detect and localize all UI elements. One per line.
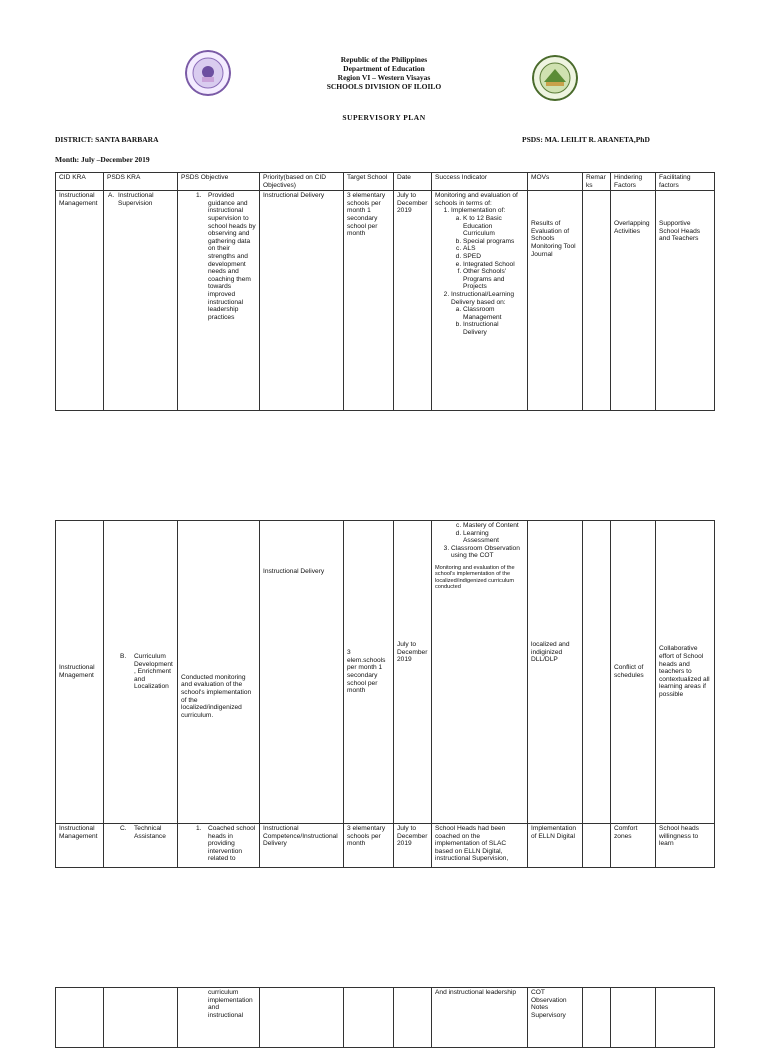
- indicator-item: [451, 291, 524, 337]
- header-line-division: SCHOOLS DIVISION OF ILOILO: [326, 82, 442, 91]
- objective-number: 1.: [196, 192, 202, 200]
- cell-priority: Instructional Delivery: [260, 191, 344, 411]
- cell-date: [394, 988, 432, 1048]
- indicator-list: [435, 207, 524, 336]
- cell-facilitating: School heads willingness to learn: [656, 824, 715, 868]
- col-date: Date: [394, 173, 432, 191]
- plan-table-1: [55, 172, 715, 411]
- cell-remarks: [583, 191, 611, 411]
- psds-kra-text: Technical Assistance: [134, 825, 166, 840]
- indicator-list: [435, 545, 524, 560]
- cell-hindering: Comfort zones: [611, 824, 656, 868]
- col-cid-kra: CID KRA: [56, 173, 104, 191]
- indicator-item-text: Instructional/Learning Delivery based on:: [451, 290, 515, 306]
- indicator-sublist: [451, 215, 524, 291]
- cell-remarks: [583, 824, 611, 868]
- psds-kra-letter: B.: [120, 653, 127, 661]
- indicator-subitem: d. SPED: [463, 253, 524, 261]
- cell-target: 3 elem.schools per month 1 secondary school per month: [344, 521, 394, 824]
- month-label: Month: July –December 2019: [55, 155, 150, 164]
- cell-movs: Implementation of ELLN Digital: [528, 824, 583, 868]
- cell-movs: localized and indiginized DLL/DLP: [528, 521, 583, 824]
- cell-psds-kra: [104, 191, 178, 411]
- cell-hindering: [611, 191, 656, 411]
- cell-hindering: [611, 988, 656, 1048]
- indicator-sublist: [435, 522, 524, 545]
- col-movs: MOVs: [528, 173, 583, 191]
- cell-psds-kra: [104, 988, 178, 1048]
- cell-objective: Conducted monitoring and evaluation of the school's implementation of the localized/indigenized curriculum.: [178, 521, 260, 824]
- objective-text: Coached school heads in providing intervention related to: [208, 825, 256, 863]
- cell-success-indicator: [432, 521, 528, 824]
- table-header-row: [56, 173, 715, 191]
- col-success-indicator: Success Indicator: [432, 173, 528, 191]
- indicator-subitem: c. Mastery of Content: [463, 522, 524, 530]
- header-line-deped: Department of Education: [343, 64, 425, 73]
- table-row: [56, 191, 715, 411]
- col-target-school: Target School: [344, 173, 394, 191]
- indicator-sublist: [451, 306, 524, 336]
- cell-objective: [178, 191, 260, 411]
- indicator-subitem: e. Integrated School: [463, 261, 524, 269]
- hindering-text: Overlapping Activities: [614, 220, 650, 235]
- cell-psds-kra: [104, 521, 178, 824]
- psds-kra-letter: A.: [108, 192, 115, 200]
- cell-target: 3 elementary schools per month: [344, 824, 394, 868]
- objective-text: Provided guidance and instructional supervision to school heads by observing and gathering data on their strengths and development needs and coaching them towards improved instructional leadership practices: [208, 192, 256, 321]
- indicator-subitem: f. Other Schools' Programs and Projects: [463, 268, 524, 291]
- psds-kra-letter: C.: [120, 825, 127, 832]
- objective-text: curriculum implementation and instructional: [208, 989, 253, 1019]
- indicator-subitem: b. Instructional Delivery: [463, 321, 524, 336]
- indicator-subitem: a. K to 12 Basic Education Curriculum: [463, 215, 524, 238]
- cell-remarks: [583, 521, 611, 824]
- cell-priority: [260, 521, 344, 824]
- cell-cid-kra: Instructional Management: [56, 824, 104, 868]
- cell-cid-kra: Instructional Management: [56, 191, 104, 411]
- indicator-intro: Monitoring and evaluation of schools in terms of:: [435, 192, 518, 207]
- letterhead: [0, 55, 768, 91]
- psds-kra-text: Instructional Supervision: [118, 192, 154, 207]
- col-facilitating: Facilitating factors: [656, 173, 715, 191]
- cell-movs: [528, 191, 583, 411]
- indicator-item-text: Implementation of:: [451, 207, 506, 215]
- col-remarks: Remarks: [583, 173, 611, 191]
- cell-success-indicator: School Heads had been coached on the implementation of SLAC based on ELLN Digital, instructional Supervision,: [432, 824, 528, 868]
- indicator-subitem: c. ALS: [463, 245, 524, 253]
- cell-facilitating: [656, 191, 715, 411]
- col-psds-kra: PSDS KRA: [104, 173, 178, 191]
- col-psds-objective: PSDS Objective: [178, 173, 260, 191]
- indicator-text: Monitoring and evaluation of the school's implementation of the localized/indigenized curriculum conducted: [435, 564, 515, 591]
- psds-label: PSDS: MA. LEILIT R. ARANETA,PhD: [522, 135, 650, 144]
- facilitating-text: Supportive School Heads and Teachers: [659, 220, 701, 243]
- cell-hindering: Conflict of schedules: [611, 521, 656, 824]
- cell-facilitating: [656, 988, 715, 1048]
- document-title: SUPERVISORY PLAN: [342, 113, 426, 122]
- cell-cid-kra: [56, 988, 104, 1048]
- movs-text: Results of Evaluation of Schools Monitoring Tool Journal: [531, 220, 576, 258]
- cell-date: July to December 2019: [394, 521, 432, 824]
- cell-date: July to December 2019: [394, 191, 432, 411]
- indicator-subitem: a. Classroom Management: [463, 306, 524, 321]
- header-line-republic: Republic of the Philippines: [340, 55, 428, 64]
- table-row: [56, 521, 715, 824]
- cell-psds-kra: [104, 824, 178, 868]
- cell-priority: Instructional Competence/Instructional Delivery: [260, 824, 344, 868]
- table-row: [56, 988, 715, 1048]
- cell-remarks: [583, 988, 611, 1048]
- cell-priority: [260, 988, 344, 1048]
- cell-success-indicator: And instructional leadership: [432, 988, 528, 1048]
- col-priority: Priority(based on CID Objectives): [260, 173, 344, 191]
- cell-success-indicator: [432, 191, 528, 411]
- plan-table-2: [55, 520, 715, 868]
- cell-objective: [178, 824, 260, 868]
- col-hindering: Hindering Factors: [611, 173, 656, 191]
- objective-number: 1.: [196, 825, 202, 832]
- header-line-region: Region VI – Western Visayas: [337, 73, 431, 82]
- cell-movs: COT Observation Notes Supervisory: [528, 988, 583, 1048]
- cell-target: 3 elementary schools per month 1 secondary school per month: [344, 191, 394, 411]
- cell-cid-kra: Instructional Mnagement: [56, 521, 104, 824]
- district-label: DISTRICT: SANTA BARBARA: [55, 135, 159, 144]
- indicator-subitem: d. Learning Assessment: [463, 530, 524, 545]
- indicator-item: 3. Classroom Observation using the COT: [451, 545, 524, 560]
- priority-text: Instructional Delivery: [263, 568, 325, 575]
- plan-table-3: [55, 987, 715, 1048]
- psds-kra-text: Curriculum Development, Enrichment and Localization: [134, 653, 173, 691]
- cell-facilitating: Collaborative effort of School heads and teachers to contextualized all learning areas if possible: [656, 521, 715, 824]
- indicator-item: [451, 207, 524, 291]
- cell-date: July to December 2019: [394, 824, 432, 868]
- cell-objective: [178, 988, 260, 1048]
- table-row: [56, 824, 715, 868]
- indicator-subitem: b. Special programs: [463, 238, 524, 246]
- cell-target: [344, 988, 394, 1048]
